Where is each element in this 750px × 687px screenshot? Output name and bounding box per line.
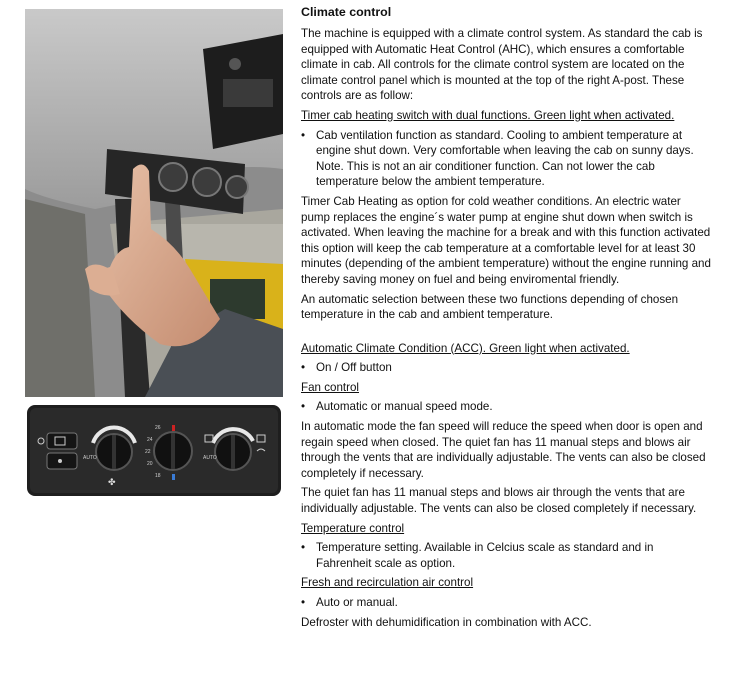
timer-heading: Timer cab heating switch with dual functions. Green light when activated.	[301, 108, 675, 122]
timer-bullet	[301, 128, 711, 190]
temp-label-18: 18	[155, 473, 161, 479]
recirc-auto-label: AUTO	[203, 455, 217, 461]
defroster-text: Defroster with dehumidification in combination with ACC.	[301, 615, 592, 629]
fan-control-knob	[93, 428, 135, 470]
text-column	[301, 4, 711, 634]
fan-bullet	[301, 399, 711, 415]
page-title: Climate control	[301, 5, 392, 19]
acc-heading: Automatic Climate Condition (ACC). Green light when activated.	[301, 341, 630, 355]
bullet-text: Auto or manual.	[316, 596, 398, 609]
temperature-heading: Temperature control	[301, 521, 405, 535]
fan-paragraph-2: The quiet fan has 11 manual steps and blows air through the vents that are individually adjustable. The vents can also be closed completely if necessary.	[301, 486, 697, 516]
bullet-marker: •	[301, 128, 306, 142]
timer-paragraph-2: An automatic selection between these two functions depending of chosen temperature in the cab and ambient temperature.	[301, 292, 679, 322]
acc-bullet	[301, 360, 711, 376]
fan-auto-label: AUTO	[83, 455, 97, 461]
fan-paragraph-1: In automatic mode the fan speed will reduce the speed when door is open and regain speed when closed. The quiet fan has 11 manual steps and blows air through the vents that are individually adjustable. The vents can also be closed completely if necessary.	[301, 420, 706, 480]
fresh-air-heading: Fresh and recirculation air control	[301, 576, 474, 590]
bullet-marker: •	[301, 541, 306, 555]
fresh-air-bullet	[301, 595, 711, 611]
timer-heating-switch	[47, 433, 77, 449]
control-panel-illustration	[27, 405, 281, 496]
temperature-bullet	[301, 540, 711, 571]
bullet-text: Cab ventilation function as standard. Cooling to ambient temperature at engine shut down. Very comfortable when leaving the cab on sunny days. Note. This is not an air conditioner function. Can not lower the cab temperature below the ambient temperature.	[316, 128, 694, 189]
bullet-text: Automatic or manual speed mode.	[316, 400, 493, 414]
fan-icon: ✤	[108, 478, 116, 488]
temp-label-22: 22	[145, 449, 151, 455]
timer-paragraph-1: Timer Cab Heating as option for cold weather conditions. An electric water pump replaces the engine´s water pump at engine shut down when switch is activated. When leaving the machine for a break and with this function activated this option will keep the cab temperature at a comfortable level for at least 30 minutes (depending of the ambient temperature) without the engine running and thereby saving money on fuel and being enviromental friendly.	[301, 194, 711, 286]
fresh-recirculation-knob	[213, 429, 253, 470]
cab-photo	[25, 9, 283, 397]
temp-label-20: 20	[147, 461, 153, 467]
bullet-text: On / Off button	[316, 361, 392, 375]
control-panel-closeup	[27, 405, 281, 496]
cab-photo-illustration	[25, 9, 283, 397]
bullet-text: Temperature setting. Available in Celcius scale as standard and in Fahrenheit scale as option.	[316, 541, 654, 570]
fan-heading: Fan control	[301, 380, 359, 394]
bullet-marker: •	[301, 596, 306, 609]
intro-paragraph: The machine is equipped with a climate control system. As standard the cab is equipped with Automatic Heat Control (AHC), which ensures a comfortable climate in cab. All controls for the climate control system are located on the climate control panel which is mounted at the top of the right A-post. These controls are as follow:	[301, 27, 703, 103]
bullet-marker: •	[301, 400, 306, 414]
acc-button	[47, 453, 77, 469]
bullet-marker: •	[301, 361, 306, 375]
temp-label-26: 26	[155, 425, 161, 431]
temp-label-24: 24	[147, 437, 153, 443]
